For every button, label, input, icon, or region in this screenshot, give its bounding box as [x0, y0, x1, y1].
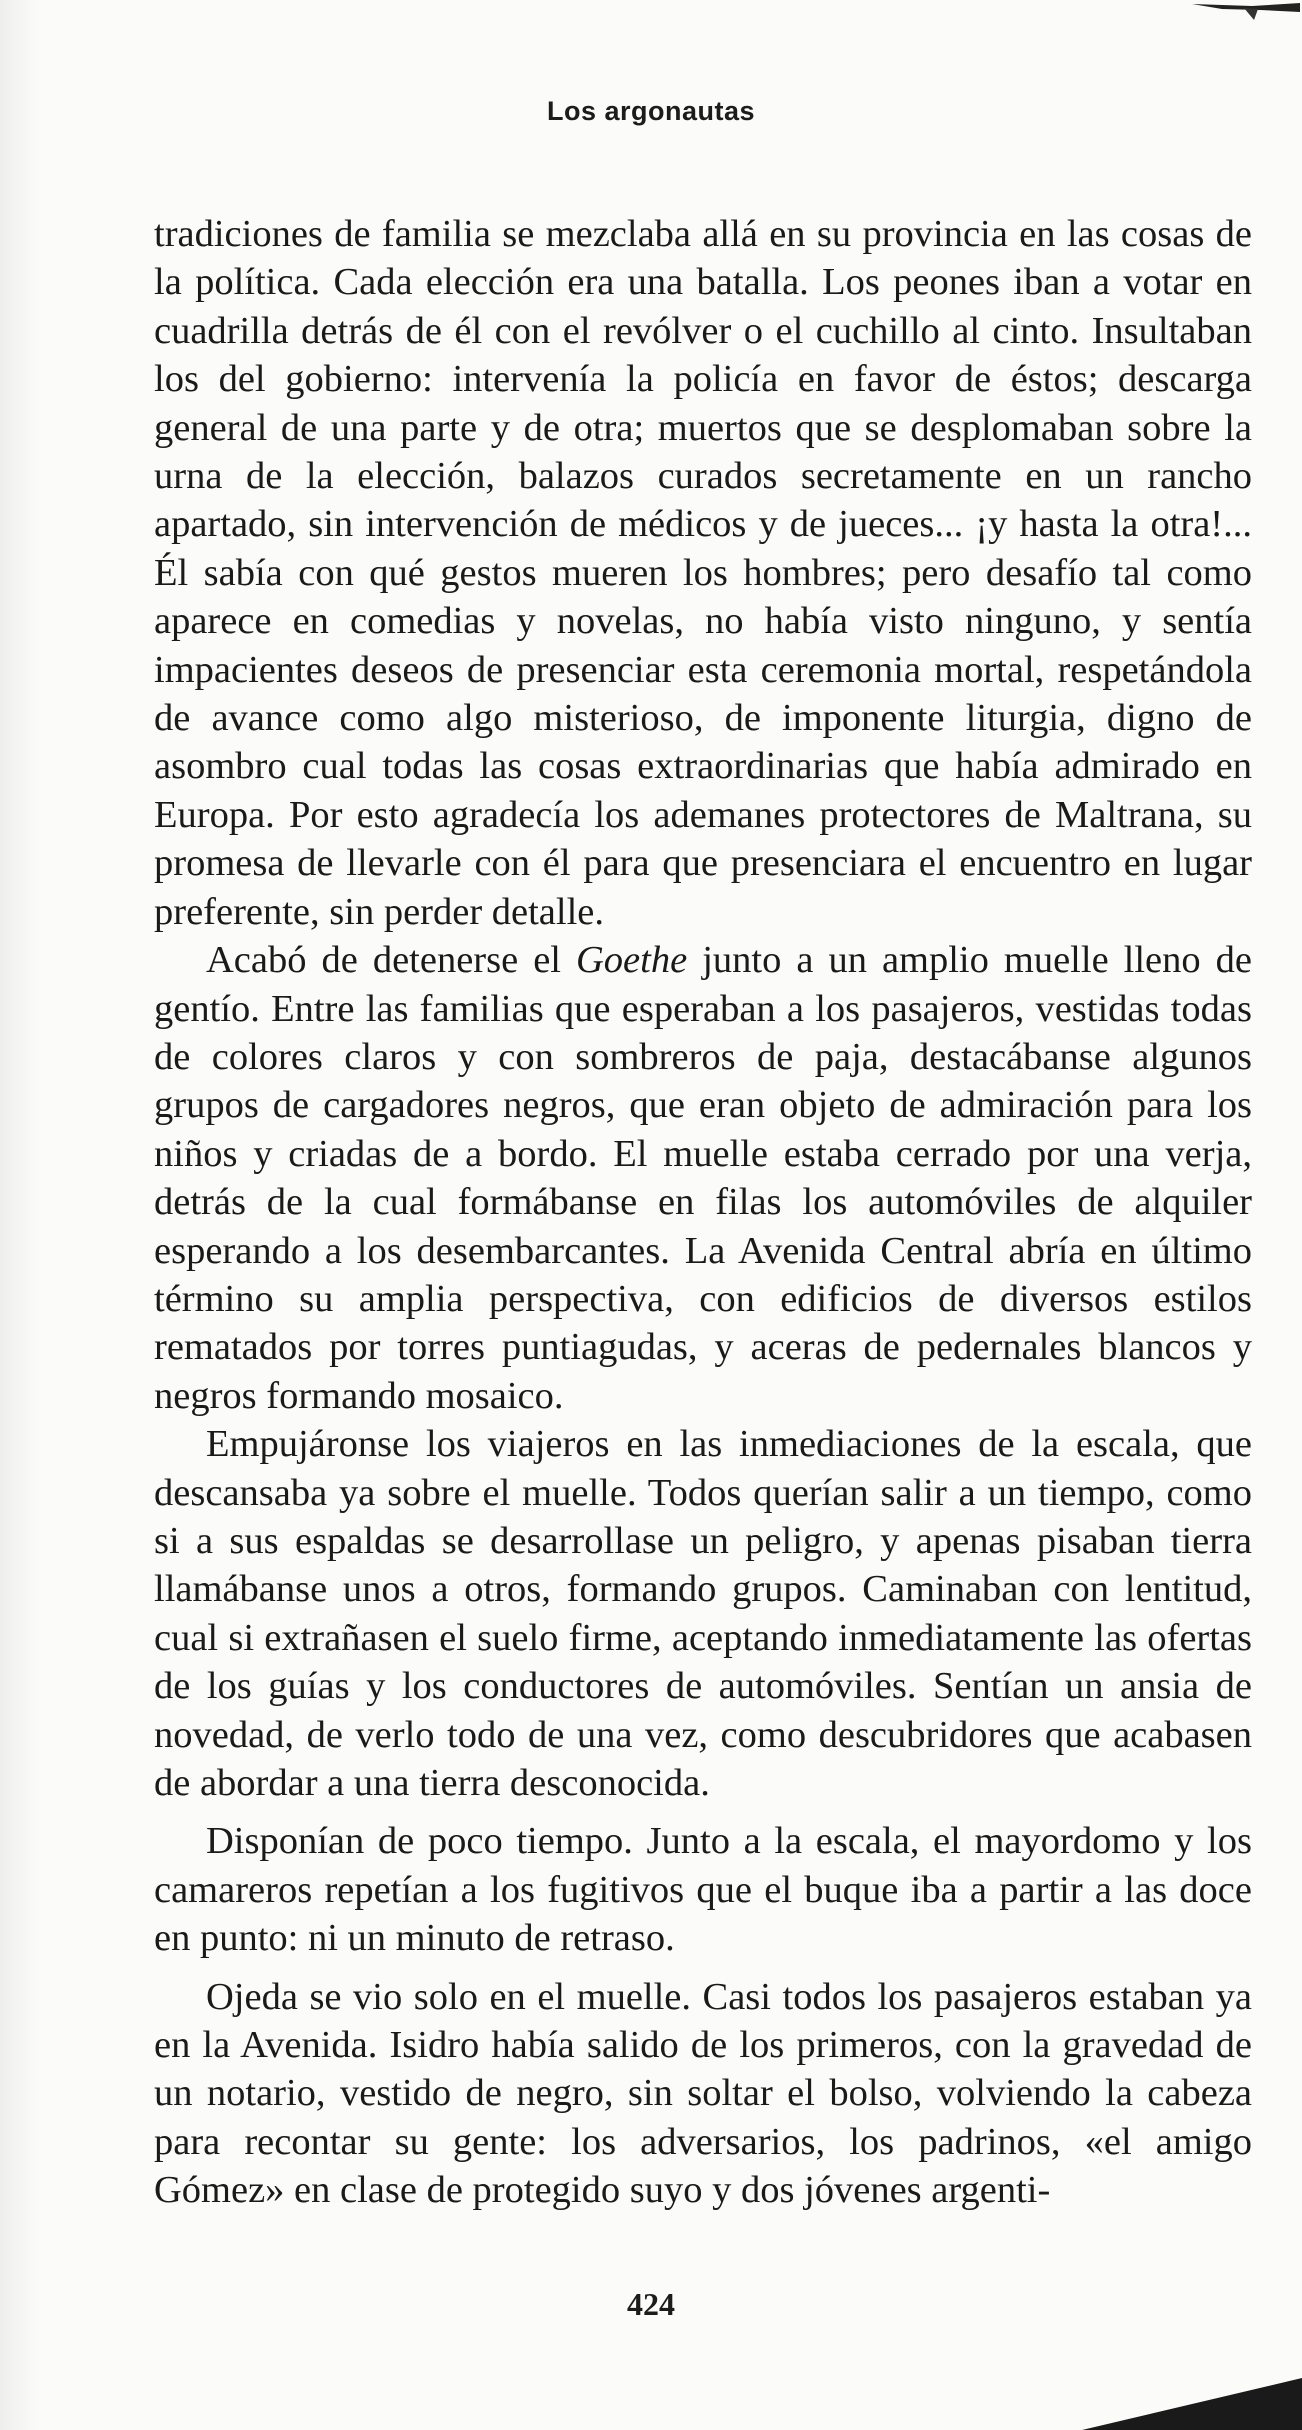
paragraph-empujaronse: Empujáronse los viajeros en las inmediaciones de la escala, que descansaba ya sobre el muelle. Todos querían salir a un tiempo, como si a sus espaldas se desarrollase un peligro, y apenas pisaban tierra llamábanse unos a otros, formando grupos. Caminaban con lentitud, cual si extrañasen el suelo firme, aceptando inmediatamente las ofertas de los guías y los conductores de automóviles. Sentían un ansia de novedad, de verlo todo de una vez, como descubridores que acabasen de abordar a una tierra desconocida.: [154, 1423, 1252, 1804]
paragraph-goethe: [154, 936, 1252, 1420]
body-text: [154, 210, 1252, 2215]
paragraph-continued: tradiciones de familia se mezclaba allá en su provincia en las cosas de la política. Cada elección era una batalla. Los peones iban a votar en cuadrilla detrás de él con el revólver o el cuchillo al cinto. Insultaban los del gobierno: intervenía la policía en favor de éstos; descarga general de una parte y de otra; muertos que se desplomaban sobre la urna de la elección, balazos curados secretamente en un rancho apartado, sin intervención de médicos y de jueces... ¡y hasta la otra!... Él sabía con qué gestos mueren los hombres; pero desafío tal como aparece en comedias y novelas, no había visto ninguno, y sentía impacientes deseos de presenciar esta ceremonia mortal, respetándola de avance como algo misterioso, de imponente liturgia, digno de asombro cual todas las cosas extraordinarias que había admirado en Europa. Por esto agradecía los ademanes protectores de Maltrana, su promesa de llevarle con él para que presenciara el encuentro en lugar preferente, sin perder detalle.: [154, 213, 1252, 933]
paragraph-ojeda: Ojeda se vio solo en el muelle. Casi todos los pasajeros estaban ya en la Avenida. Isidro había salido de los primeros, con la gravedad de un notario, vestido de negro, sin soltar el bolso, volviendo la cabeza para recontar su gente: los adversarios, los padrinos, «el amigo Gómez» en clase de protegido suyo y dos jóvenes argenti-: [154, 1975, 1252, 2212]
scan-mark-bottom-right: [1082, 2370, 1302, 2430]
paragraph-goethe-start: Acabó de detenerse el: [206, 939, 576, 982]
paragraph-goethe-rest: junto a un amplio muelle lleno de gentío. Entre las familias que esperaban a los pasajeros, vestidas todas de colores claros y con sombreros de paja, destacábanse algunos grupos de cargadores negros, que eran objeto de admiración para los niños y criadas de a bordo. El muelle estaba cerrado por una verja, detrás de la cual formábanse en filas los automóviles de alquiler esperando a los desembarcantes. La Avenida Central abría en último término su amplia perspectiva, con edificios de diversos estilos rematados por torres puntiagudas, y aceras de pedernales blancos y negros formando mosaico.: [154, 939, 1252, 1417]
page-number: 424: [627, 2286, 675, 2322]
ship-name: Goethe: [576, 939, 688, 982]
scan-shadow-left: [0, 0, 40, 2430]
scan-mark-top-right: [1182, 0, 1302, 24]
paragraph-disponian: Disponían de poco tiempo. Junto a la escala, el mayordomo y los camareros repetían a los fugitivos que el buque iba a partir a las doce en punto: ni un minuto de retraso.: [154, 1820, 1252, 1960]
running-title: Los argonautas: [546, 96, 756, 126]
